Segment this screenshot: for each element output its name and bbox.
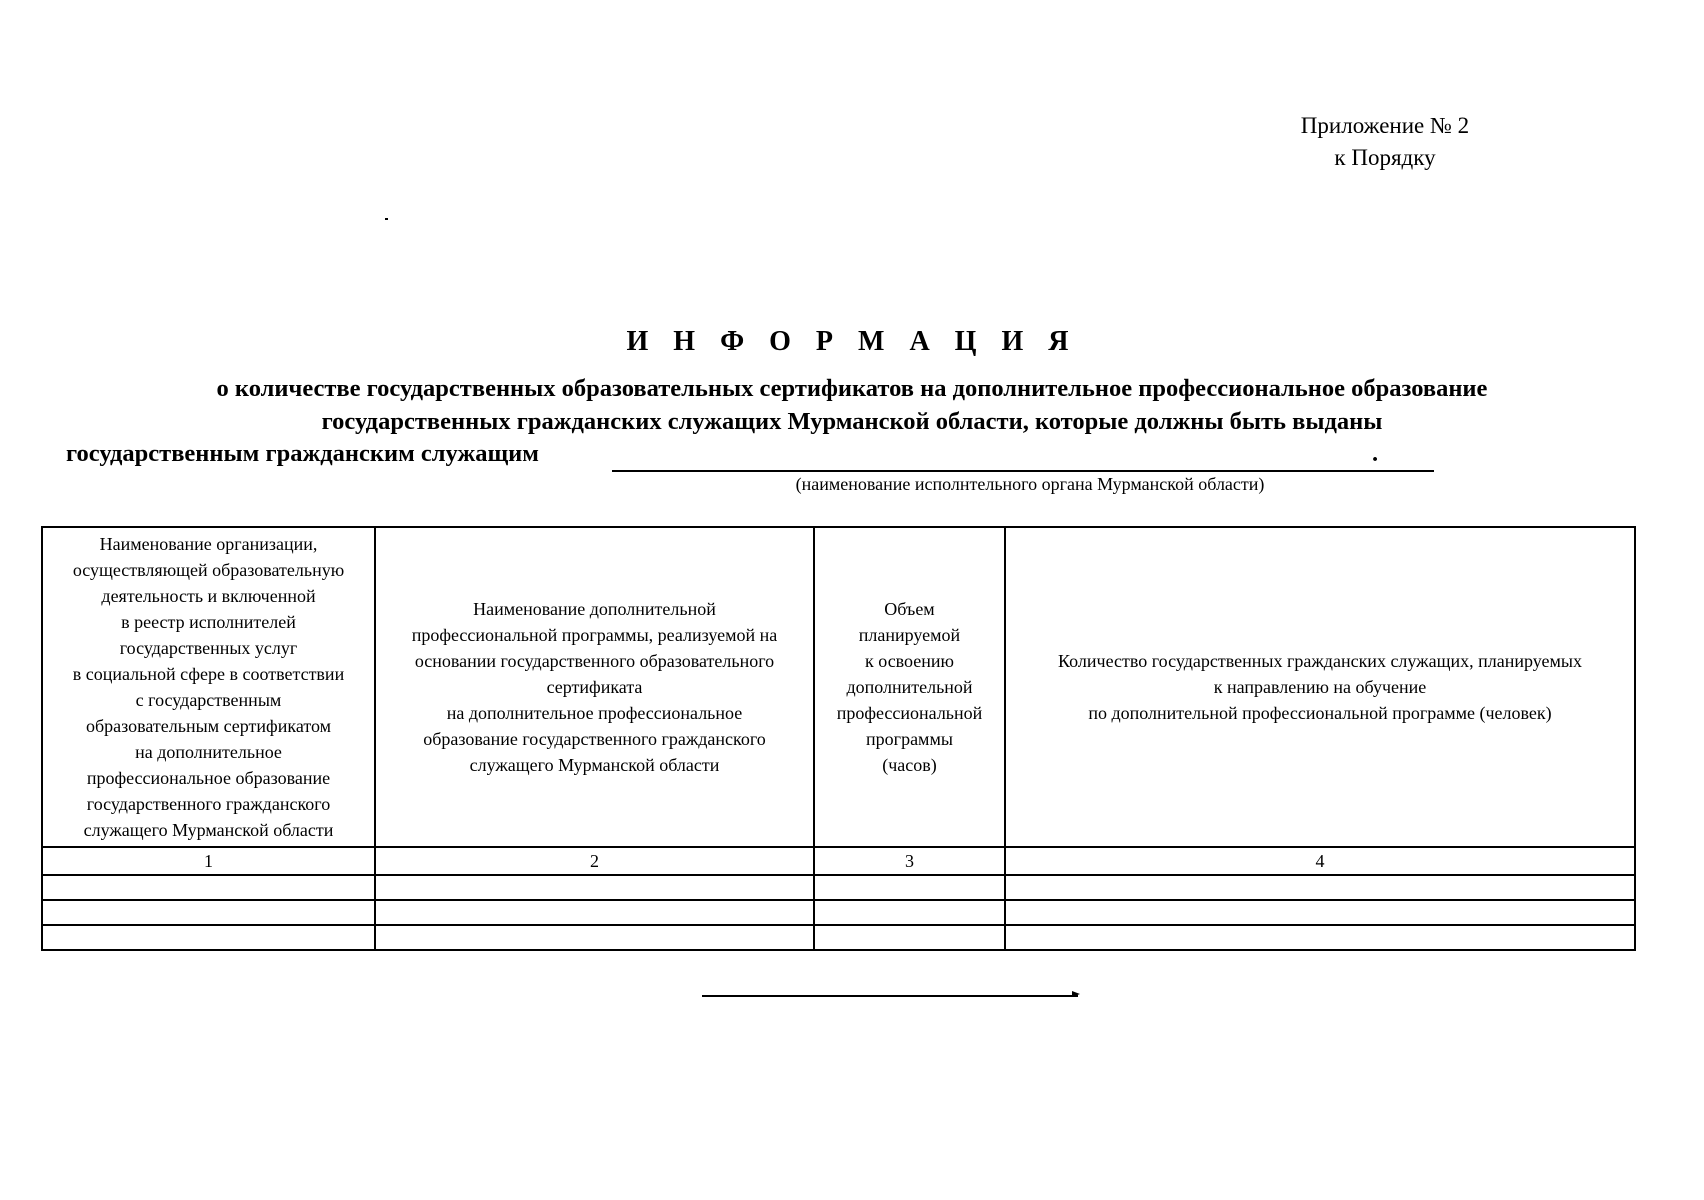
document-subtitle-line-2: государственных гражданских служащих Мурманской области, которые должны быть выданы xyxy=(321,408,1383,435)
appendix-reference: к Порядку xyxy=(1334,145,1436,170)
recipient-blank-line xyxy=(612,470,1434,472)
recipient-label: государственным гражданским служащим xyxy=(66,440,539,467)
column-number: 1 xyxy=(42,847,375,875)
column-header-organization-text: Наименование организации, осуществляющей образовательную деятельность и включенной в реестр исполнителей государственных услуг в социальной сфере в соответствии с государственным образовательным сертификатом на дополнительное профессиональное образование государственного гражданского служащего Мурманской области xyxy=(72,534,345,840)
table-cell xyxy=(42,925,375,950)
recipient-caption: (наименование исполнтельного органа Мурманской области) xyxy=(795,474,1265,494)
table-cell xyxy=(1005,900,1635,925)
table-cell xyxy=(814,900,1005,925)
column-header-program xyxy=(375,527,814,847)
table-header-row xyxy=(42,527,1635,847)
stray-mark xyxy=(385,218,388,220)
table-cell xyxy=(814,925,1005,950)
column-number: 3 xyxy=(814,847,1005,875)
table-cell xyxy=(1005,925,1635,950)
table-cell xyxy=(42,900,375,925)
appendix-number: Приложение № 2 xyxy=(1300,113,1470,138)
column-header-organization xyxy=(42,527,375,847)
document-subtitle-line-1: о количестве государственных образовательных сертификатов на дополнительное профессиональное образование xyxy=(216,375,1488,402)
appendix-block xyxy=(1270,110,1500,174)
recipient-end-mark: . xyxy=(1372,440,1379,467)
table-row xyxy=(42,875,1635,900)
column-header-hours-text: Объем планируемой к освоению дополнительной профессиональной программы (часов) xyxy=(836,599,983,775)
column-header-program-text: Наименование дополнительной профессиональной программы, реализуемой на основании государственного образовательного сертификата на дополнительное профессиональное образование государственного гражданского служащего Мурманской области xyxy=(411,599,778,775)
column-number: 4 xyxy=(1005,847,1635,875)
column-number: 2 xyxy=(375,847,814,875)
table-cell xyxy=(375,875,814,900)
table-row xyxy=(42,925,1635,950)
table-cell xyxy=(42,875,375,900)
info-table xyxy=(41,526,1636,951)
table-cell xyxy=(375,925,814,950)
column-header-employees xyxy=(1005,527,1635,847)
table-cell xyxy=(1005,875,1635,900)
end-line-arrow-icon xyxy=(1072,991,1080,997)
table-cell xyxy=(814,875,1005,900)
table-row xyxy=(42,900,1635,925)
table-cell xyxy=(375,900,814,925)
column-header-hours xyxy=(814,527,1005,847)
document-end-line xyxy=(702,995,1078,997)
column-number-row xyxy=(42,847,1635,875)
document-title: И Н Ф О Р М А Ц И Я xyxy=(626,326,1078,357)
column-header-employees-text: Количество государственных гражданских служащих, планируемых к направлению на обучение по дополнительной профессиональной программе (человек) xyxy=(1058,651,1582,723)
